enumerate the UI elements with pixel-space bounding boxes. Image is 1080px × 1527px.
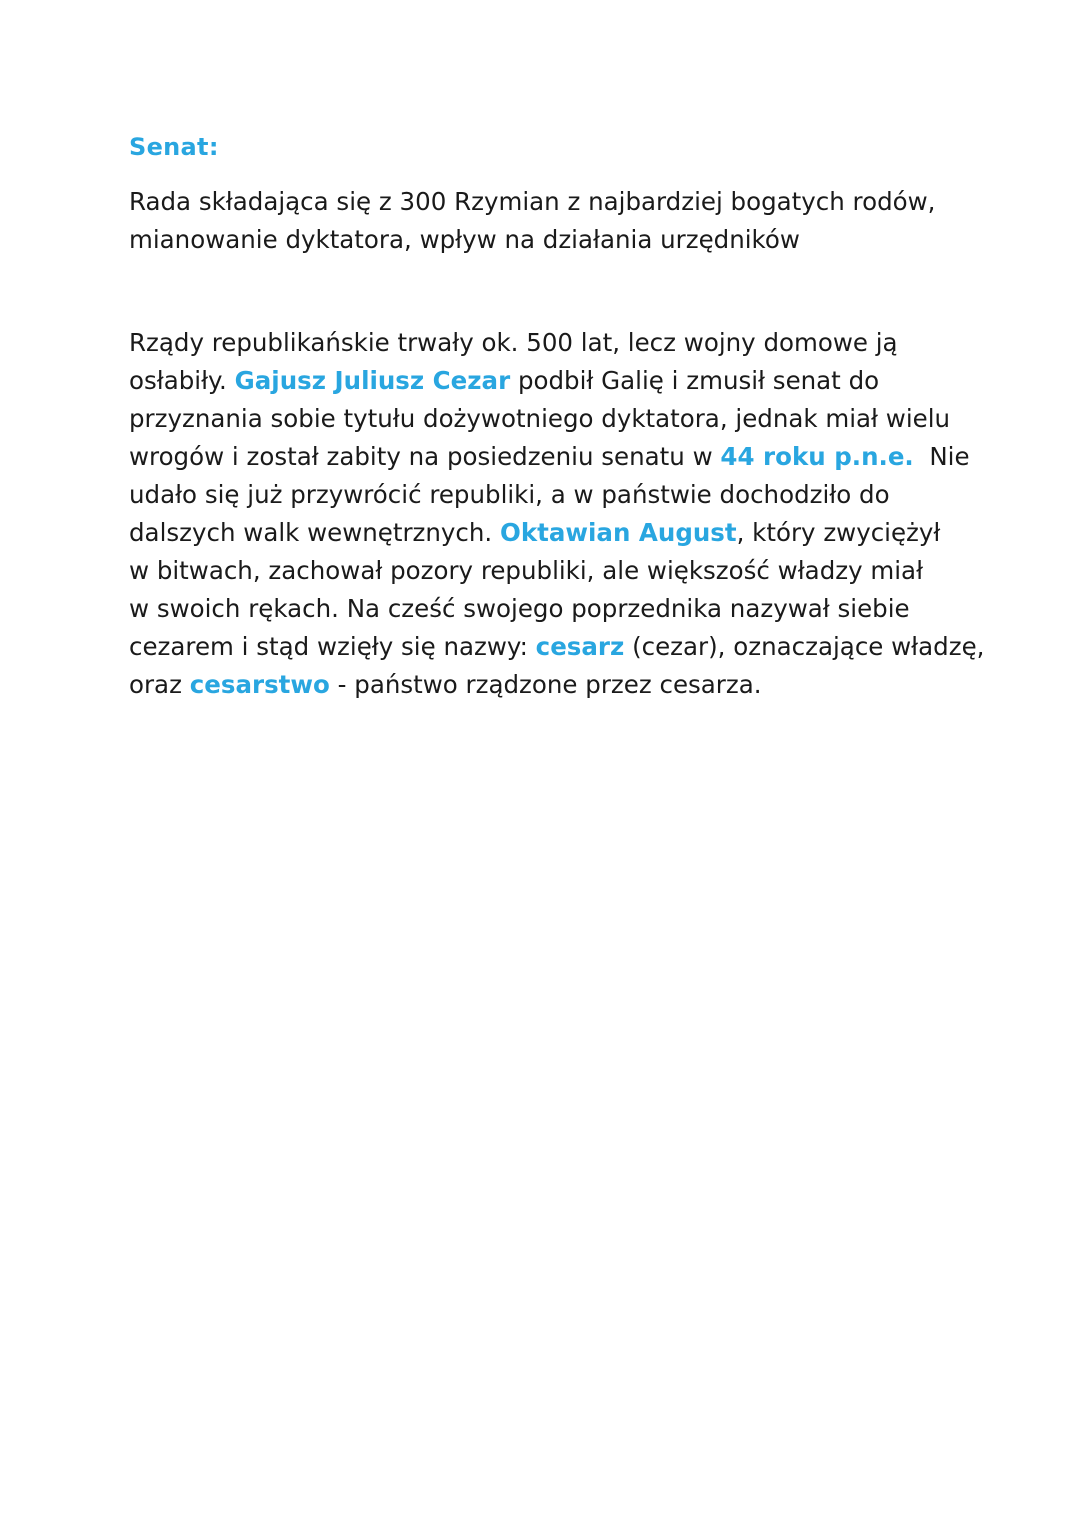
highlight-cesarz: cesarz: [535, 632, 625, 661]
text-line: [129, 666, 1009, 704]
highlight-cesarstwo: cesarstwo: [189, 670, 330, 699]
text-line: w swoich rękach. Na cześć swojego poprzednika nazywał siebie: [129, 594, 910, 623]
text-line: [129, 628, 1009, 666]
republic-history-paragraph: [129, 324, 1009, 704]
text-line: udało się już przywrócić republiki, a w państwie dochodziło do: [129, 480, 890, 509]
text-run: - państwo rządzone przez cesarza.: [337, 670, 762, 699]
text-run: oraz: [129, 670, 182, 699]
text-line: przyznania sobie tytułu dożywotniego dyktatora, jednak miał wielu: [129, 404, 951, 433]
highlight-caesar: Gajusz Juliusz Cezar: [234, 366, 511, 395]
text-line: w bitwach, zachował pozory republiki, ale większość władzy miał: [129, 556, 924, 585]
text-line: Rządy republikańskie trwały ok. 500 lat, lecz wojny domowe ją: [129, 328, 898, 357]
text-run: wrogów i został zabity na posiedzeniu senatu w: [129, 442, 713, 471]
highlight-octavian: Oktawian August: [500, 518, 737, 547]
text-run: Nie: [929, 442, 970, 471]
text-run: , który zwyciężył: [736, 518, 941, 547]
senat-description: [129, 183, 1009, 259]
highlight-date: 44 roku p.n.e.: [720, 442, 914, 471]
text-line: Rada składająca się z 300 Rzymian z najbardziej bogatych rodów,: [129, 187, 936, 216]
text-line: mianowanie dyktatora, wpływ na działania urzędników: [129, 225, 800, 254]
section-heading: Senat:: [129, 133, 219, 161]
text-line: [129, 362, 1009, 400]
text-run: podbił Galię i zmusił senat do: [517, 366, 880, 395]
text-run: cezarem i stąd wzięły się nazwy:: [129, 632, 528, 661]
text-run: dalszych walk wewnętrznych.: [129, 518, 493, 547]
text-run: osłabiły.: [129, 366, 227, 395]
text-run: (cezar), oznaczające władzę,: [632, 632, 985, 661]
text-line: [129, 438, 1009, 476]
text-line: [129, 514, 1009, 552]
